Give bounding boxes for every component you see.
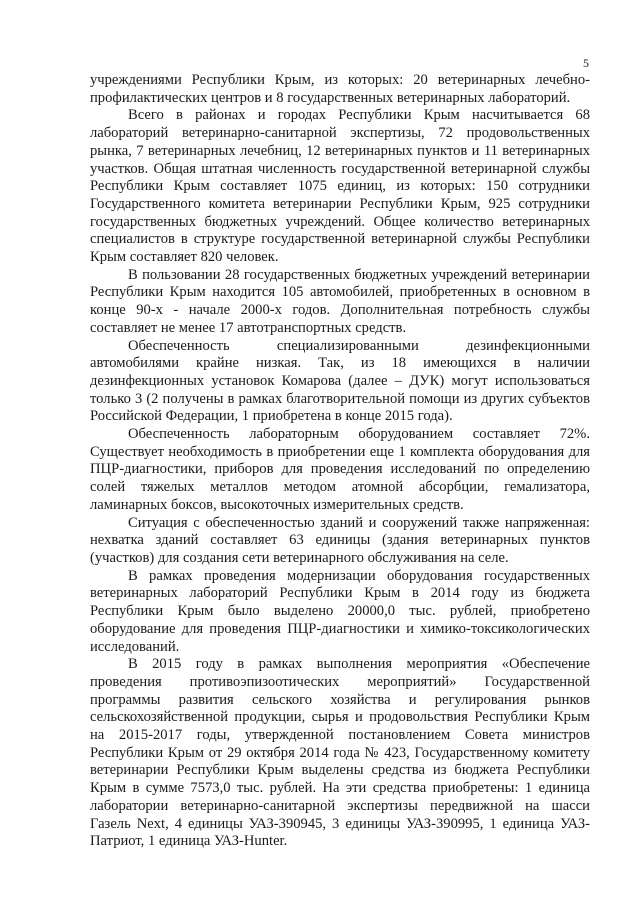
page-number: 5 <box>583 56 589 70</box>
paragraph: Обеспеченность специализированными дезинфекционными автомобилями крайне низкая. Так, из 18 имеющихся в наличии дезинфекционных установок Комарова (далее – ДУК) могут использоваться только 3 (2 получены в рамках благотворительной помощи из других субъектов Российской Федерации, 1 приобретена в конце 2015 года). <box>90 337 590 425</box>
paragraph: учреждениями Республики Крым, из которых: 20 ветеринарных лечебно-профилактических центров и 8 государственных ветеринарных лабораторий. <box>90 72 590 106</box>
paragraph: В пользовании 28 государственных бюджетных учреждений ветеринарии Республики Крым находится 105 автомобилей, приобретенных в основном в конце 90-х - начале 2000-х годов. Дополнительная потребность службы составляет не менее 17 автотранспортных средств. <box>90 266 590 336</box>
paragraph: Всего в районах и городах Республики Крым насчитывается 68 лабораторий ветеринарно-санитарной экспертизы, 72 продовольственных рынка, 7 ветеринарных лечебниц, 12 ветеринарных пунктов и 11 ветеринарных участков. Общая штатная численность государственной ветеринарной службы Республики Крым составляет 1075 единиц, из которых: 150 сотрудники Государственного комитета ветеринарии Республики Крым, 925 сотрудники государственных бюджетных учреждений. Общее количество ветеринарных специалистов в структуре государственной ветеринарной службы Республики Крым составляет 820 человек. <box>90 107 590 266</box>
document-body <box>90 72 590 851</box>
paragraph: В рамках проведения модернизации оборудования государственных ветеринарных лабораторий Республики Крым в 2014 году из бюджета Республики Крым было выделено 20000,0 тыс. рублей, приобретено оборудование для проведения ПЦР-диагностики и химико-токсикологических исследований. <box>90 567 590 655</box>
paragraph: В 2015 году в рамках выполнения мероприятия «Обеспечение проведения противоэпизоотических мероприятий» Государственной программы развития сельского хозяйства и регулирования рынков сельскохозяйственной продукции, сырья и продовольствия Республики Крым на 2015-2017 годы, утвержденной постановлением Совета министров Республики Крым от 29 октября 2014 года № 423, Государственному комитету ветеринарии Республики Крым выделены средства из бюджета Республики Крым в сумме 7573,0 тыс. рублей. На эти средства приобретены: 1 единица лаборатории ветеринарно-санитарной экспертизы передвижной на шасси Газель Next, 4 единицы УАЗ-390945, 3 единицы УАЗ-390995, 1 единица УАЗ-Патриот, 1 единица УАЗ-Hunter. <box>90 656 590 850</box>
paragraph: Ситуация с обеспеченностью зданий и сооружений также напряженная: нехватка зданий составляет 63 единицы (здания ветеринарных пунктов (участков) для создания сети ветеринарного обслуживания на селе. <box>90 514 590 566</box>
paragraph: Обеспеченность лабораторным оборудованием составляет 72%. Существует необходимость в приобретении еще 1 комплекта оборудования для ПЦР-диагностики, приборов для проведения исследований по определению солей тяжелых металлов методом атомной абсорбции, гемализатора, ламинарных боксов, высокоточных измерительных средств. <box>90 426 590 513</box>
